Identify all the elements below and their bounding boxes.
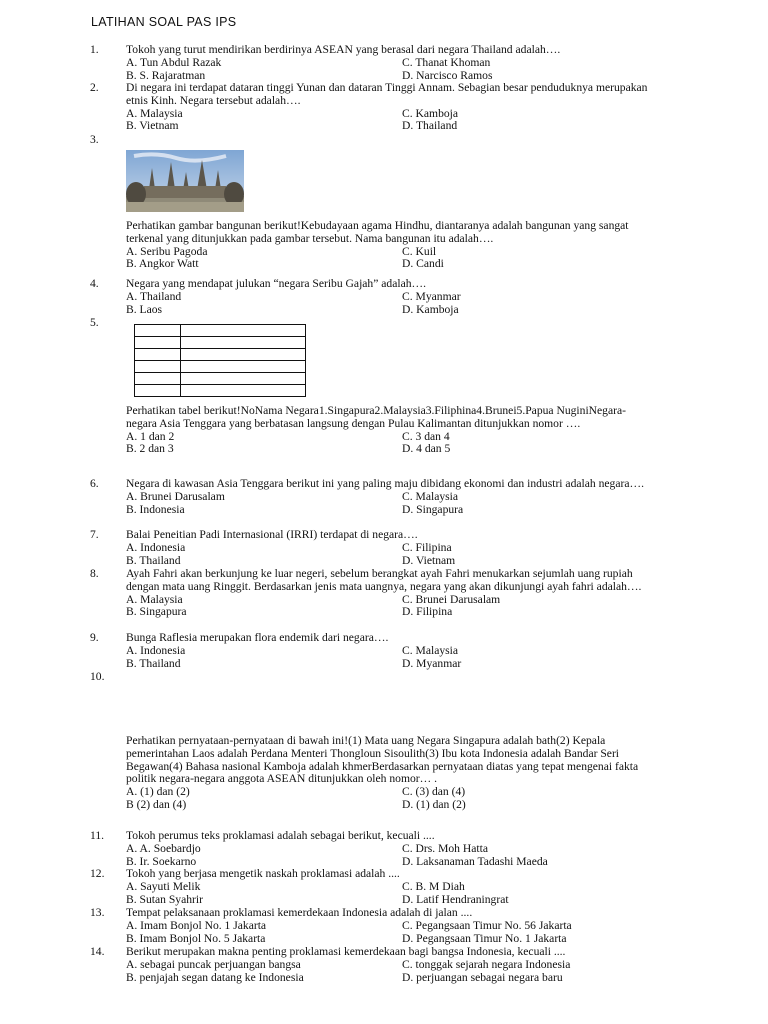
question-14 [90,946,690,984]
question-number: 4. [90,277,99,290]
question-13 [90,907,690,945]
option-b[interactable]: B. Vietnam [126,119,179,133]
question-8 [90,568,690,619]
option-b[interactable]: B. Thailand [126,553,181,567]
question-text: Berikut merupakan makna penting proklamasi kemerdekaan bagi bangsa Indonesia, kecuali .... [126,945,566,958]
option-b[interactable]: B (2) dan (4) [126,797,187,811]
option-b[interactable]: B. Singapura [126,605,187,619]
option-c[interactable]: C. Malaysia [402,489,459,503]
option-a[interactable]: A. Indonesia [126,643,186,657]
answer-options [126,920,690,946]
question-number: 8. [90,567,99,580]
option-d[interactable]: D. Kamboja [402,302,459,316]
question-10 [90,671,690,812]
option-d[interactable]: D. Pegangsaan Timur No. 1 Jakarta [402,931,567,945]
question-6 [90,478,690,516]
option-a[interactable]: A. A. Soebardjo [126,841,201,855]
option-c[interactable]: C. Brunei Darusalam [402,592,501,606]
option-c[interactable]: C. tonggak sejarah negara Indonesia [402,957,571,971]
option-a[interactable]: A. 1 dan 2 [126,429,175,443]
option-c[interactable]: C. Kuil [402,244,437,258]
question-number: 5. [90,316,99,329]
option-d[interactable]: D. Latif Hendraningrat [402,892,509,906]
option-b[interactable]: B. Laos [126,302,163,316]
question-3 [90,134,690,271]
option-d[interactable]: D. Laksanaman Tadashi Maeda [402,854,548,868]
option-a[interactable]: A. (1) dan (2) [126,785,190,799]
answer-options [126,645,690,671]
option-b[interactable]: B. Ir. Soekarno [126,854,197,868]
question-text: Bunga Raflesia merupakan flora endemik dari negara…. [126,631,389,644]
option-b[interactable]: B. Indonesia [126,502,185,516]
option-a[interactable]: A. sebagai puncak perjuangan bangsa [126,957,301,971]
option-d[interactable]: D. 4 dan 5 [402,442,451,456]
option-b[interactable]: B. penjajah segan datang ke Indonesia [126,970,304,984]
option-b[interactable]: B. 2 dan 3 [126,442,174,456]
option-a[interactable]: A. Malaysia [126,106,183,120]
question-text: Perhatikan gambar bangunan berikut!Kebudayaan agama Hindhu, diantaranya adalah bangunan yang sangat terkenal yang ditunjukkan pada gambar tersebut. Nama bangunan itu adalah…. [126,219,629,245]
question-text: Perhatikan pernyataan-pernyataan di bawah ini!(1) Mata uang Negara Singapura adalah bath(2) Kepala pemerintahan Laos adalah Perdana Menteri Thongloun Sisoulith(3) Ibu kota Indonesia adalah Bandar Seri Begawan(4) Bahasa nasional Kamboja adalah khmerBerdasarkan pernyataan diatas yang tepat mengenai fakta politik negara-negara anggota ASEAN ditunjukkan oleh nomor… . [126,734,639,786]
answer-options [126,959,690,985]
question-number: 14. [90,945,105,958]
question-text: Balai Peneitian Padi Internasional (IRRI) terdapat di negara…. [126,528,418,541]
question-number: 2. [90,81,99,94]
option-a[interactable]: A. Indonesia [126,540,186,554]
option-b[interactable]: B. Imam Bonjol No. 5 Jakarta [126,931,266,945]
question-text: Ayah Fahri akan berkunjung ke luar negeri, sebelum berangkat ayah Fahri menukarkan sejumlah uang rupiah dengan mata uang Ringgit. Berdasarkan jenis mata uangnya, negara yang akan dikunjungi ayah fahri adalah…. [126,567,642,593]
answer-options [126,431,690,457]
question-number: 6. [90,477,99,490]
option-d[interactable]: D. Narcisco Ramos [402,68,493,82]
document-title: LATIHAN SOAL PAS IPS [91,15,237,29]
answer-options [126,108,690,134]
question-number: 13. [90,906,105,919]
option-a[interactable]: A. Brunei Darusalam [126,489,225,503]
question-text: Tokoh yang berjasa mengetik naskah proklamasi adalah .... [126,867,400,880]
question-4 [90,278,690,316]
option-b[interactable]: B. Thailand [126,656,181,670]
question-11 [90,830,690,868]
answer-options [126,843,690,869]
option-b[interactable]: B. S. Rajaratman [126,68,206,82]
option-b[interactable]: B. Angkor Watt [126,257,199,271]
option-c[interactable]: C. (3) dan (4) [402,785,466,799]
question-text: Tempat pelaksanaan proklamasi kemerdekaan Indonesia adalah di jalan .... [126,906,473,919]
question-number: 3. [90,133,99,146]
option-d[interactable]: D. Candi [402,257,444,271]
answer-options [126,57,690,83]
option-c[interactable]: C. Thanat Khoman [402,55,491,69]
option-d[interactable]: D. Singapura [402,502,464,516]
option-c[interactable]: C. Myanmar [402,289,461,303]
option-c[interactable]: C. Drs. Moh Hatta [402,841,488,855]
question-text: Di negara ini terdapat dataran tinggi Yunan dan dataran Tinggi Annam. Sebagian besar penduduknya merupakan etnis Kinh. Negara tersebut adalah…. [126,81,648,107]
temple-photo [126,150,244,212]
option-a[interactable]: A. Seribu Pagoda [126,244,208,258]
question-number: 7. [90,528,99,541]
option-d[interactable]: D. (1) dan (2) [402,797,466,811]
answer-options [126,542,690,568]
question-9 [90,632,690,670]
question-number: 9. [90,631,99,644]
question-7 [90,529,690,567]
answer-options [126,291,690,317]
option-a[interactable]: A. Sayuti Melik [126,879,201,893]
question-1 [90,44,690,82]
question-number: 12. [90,867,105,880]
option-d[interactable]: D. perjuangan sebagai negara baru [402,970,563,984]
answer-options [126,491,690,517]
option-a[interactable]: A. Thailand [126,289,182,303]
empty-table [134,324,306,397]
answer-options [126,246,690,272]
question-number: 11. [90,829,105,842]
option-c[interactable]: C. 3 dan 4 [402,429,450,443]
option-a[interactable]: A. Malaysia [126,592,183,606]
question-number: 10. [90,670,105,683]
option-a[interactable]: A. Imam Bonjol No. 1 Jakarta [126,918,267,932]
option-c[interactable]: C. Kamboja [402,106,459,120]
option-d[interactable]: D. Myanmar [402,656,462,670]
question-2 [90,82,690,133]
option-c[interactable]: C. Filipina [402,540,452,554]
question-number: 1. [90,43,99,56]
option-c[interactable]: C. Malaysia [402,643,459,657]
option-b[interactable]: B. Sutan Syahrir [126,892,203,906]
option-d[interactable]: D. Filipina [402,605,453,619]
option-c[interactable]: C. Pegangsaan Timur No. 56 Jakarta [402,918,572,932]
option-a[interactable]: A. Tun Abdul Razak [126,55,222,69]
question-text: Perhatikan tabel berikut!NoNama Negara1.Singapura2.Malaysia3.Filiphina4.Brunei5.Papua NuginiNegara-negara Asia Tenggara yang berbatasan langsung dengan Pulau Kalimantan ditunjukkan nomor …. [126,404,626,430]
question-12 [90,868,690,906]
option-d[interactable]: D. Vietnam [402,553,456,567]
answer-options [126,594,690,620]
question-text: Negara yang mendapat julukan “negara Seribu Gajah” adalah…. [126,277,427,290]
question-text: Negara di kawasan Asia Tenggara berikut ini yang paling maju dibidang ekonomi dan industri adalah negara…. [126,477,644,490]
option-d[interactable]: D. Thailand [402,119,458,133]
question-text: Tokoh perumus teks proklamasi adalah sebagai berikut, kecuali .... [126,829,435,842]
answer-options [126,881,690,907]
question-5 [90,317,690,456]
answer-options [126,786,690,812]
question-text: Tokoh yang turut mendirikan berdirinya ASEAN yang berasal dari negara Thailand adalah…. [126,43,561,56]
option-c[interactable]: C. B. M Diah [402,879,465,893]
